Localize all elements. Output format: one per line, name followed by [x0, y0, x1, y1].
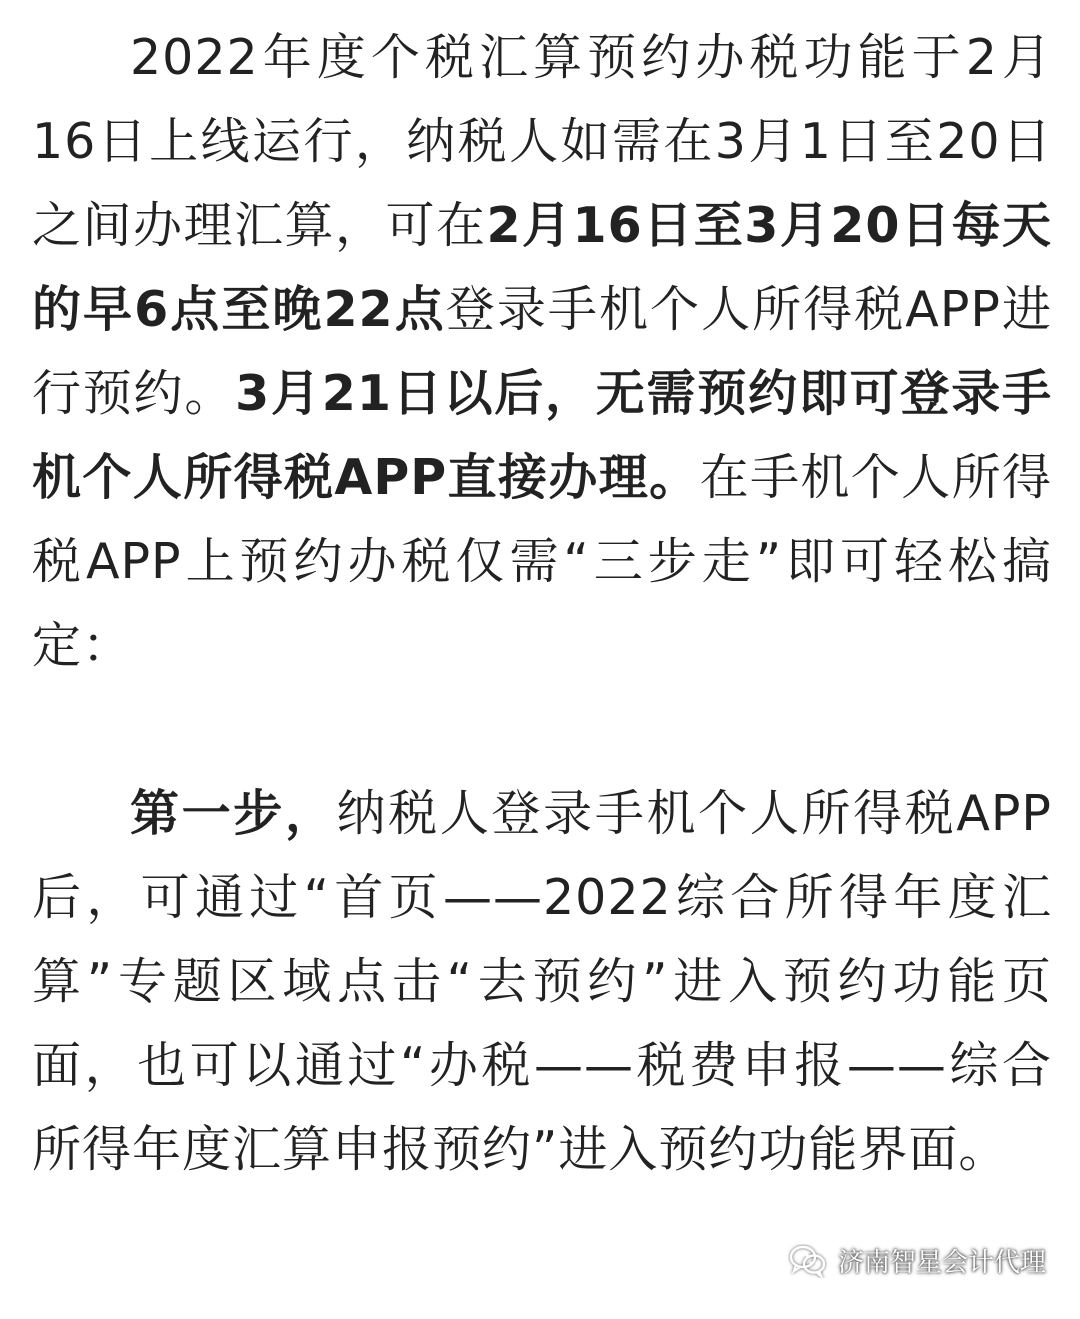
paragraph-intro [32, 16, 1052, 688]
step-one-label: 第一步， [130, 785, 337, 842]
step-one-text: 纳税人登录手机个人所得税APP后，可通过“首页——2022综合所得年度汇算”专题区域点击“去预约”进入预约功能页面，也可以通过“办税——税费申报——综合所得年度汇算申报预约”进入预约功能界面。 [32, 785, 1052, 1178]
watermark-text: 济南智星会计代理 [837, 1248, 1046, 1278]
paragraph-step-one [32, 772, 1052, 1192]
intro-bold-no-booking: 3月21日以后，无需预约即可登录手机个人所得税APP直接办理。 [32, 365, 1052, 506]
intro-text-1: 2022年度个税汇算预约办税功能于2月16日上线运行，纳税人如需在3月1日至20日之间办理汇算，可在 [32, 29, 1052, 254]
intro-text-3: 在手机个人所得税APP上预约办税仅需“三步走”即可轻松搞定： [32, 449, 1052, 674]
intro-text-2: 登录手机个人所得税APP进行预约。 [32, 281, 1052, 422]
article-body [32, 16, 1052, 1192]
intro-bold-time-window: 2月16日至3月20日每天的早6点至晚22点 [32, 197, 1052, 338]
wechat-icon [788, 1244, 828, 1278]
watermark [788, 1242, 1046, 1279]
